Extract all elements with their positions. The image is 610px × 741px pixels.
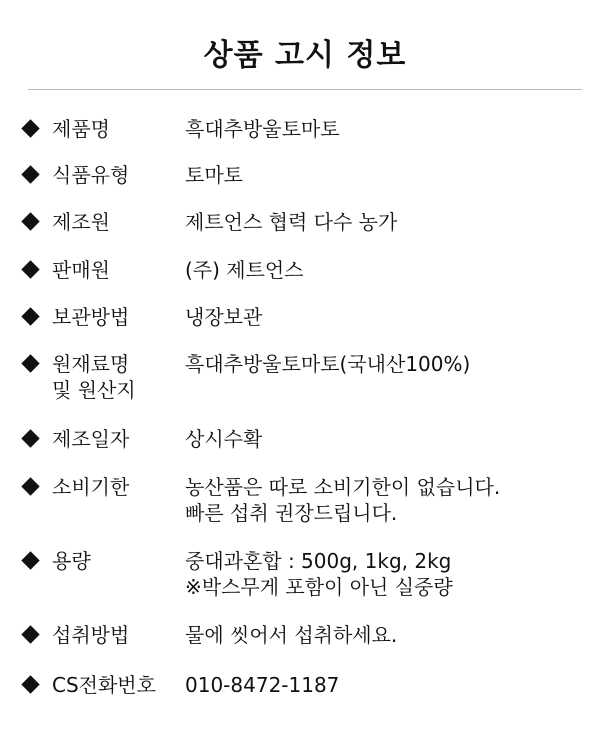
- info-label: 용량: [52, 549, 91, 573]
- diamond-bullet-icon: [21, 354, 39, 372]
- info-value: 냉장보관: [185, 305, 263, 329]
- diamond-bullet-icon: [21, 429, 39, 447]
- info-value: 농산품은 따로 소비기한이 없습니다. 빠른 섭취 권장드립니다.: [185, 475, 501, 525]
- info-value: 제트언스 협력 다수 농가: [185, 210, 398, 234]
- info-value: 물에 씻어서 섭취하세요.: [185, 623, 398, 647]
- info-label: 식품유형: [52, 163, 130, 187]
- info-value: 010-8472-1187: [185, 673, 340, 697]
- diamond-bullet-icon: [21, 307, 39, 325]
- info-label: 제품명: [52, 117, 110, 141]
- info-label: 판매원: [52, 258, 110, 282]
- info-value: 흑대추방울토마토: [185, 117, 340, 141]
- info-value: 토마토: [185, 163, 243, 187]
- info-label: 보관방법: [52, 305, 130, 329]
- diamond-bullet-icon: [21, 165, 39, 183]
- info-label: 제조원: [52, 210, 110, 234]
- page-title: 상품 고시 정보: [203, 38, 407, 73]
- info-value: 중대과혼합 : 500g, 1kg, 2kg ※박스무게 포함이 아닌 실중량: [185, 549, 453, 599]
- diamond-bullet-icon: [21, 675, 39, 693]
- diamond-bullet-icon: [21, 625, 39, 643]
- info-value: 상시수확: [185, 427, 263, 451]
- diamond-bullet-icon: [21, 212, 39, 230]
- diamond-bullet-icon: [21, 119, 39, 137]
- info-label: 소비기한: [52, 475, 130, 499]
- info-value: 흑대추방울토마토(국내산100%): [185, 352, 471, 376]
- info-label: 섭취방법: [52, 623, 130, 647]
- diamond-bullet-icon: [21, 260, 39, 278]
- diamond-bullet-icon: [21, 477, 39, 495]
- info-label: CS전화번호: [52, 673, 156, 697]
- info-label: 원재료명 및 원산지: [52, 352, 136, 402]
- info-label: 제조일자: [52, 427, 130, 451]
- diamond-bullet-icon: [21, 551, 39, 569]
- info-value: (주) 제트언스: [185, 258, 304, 282]
